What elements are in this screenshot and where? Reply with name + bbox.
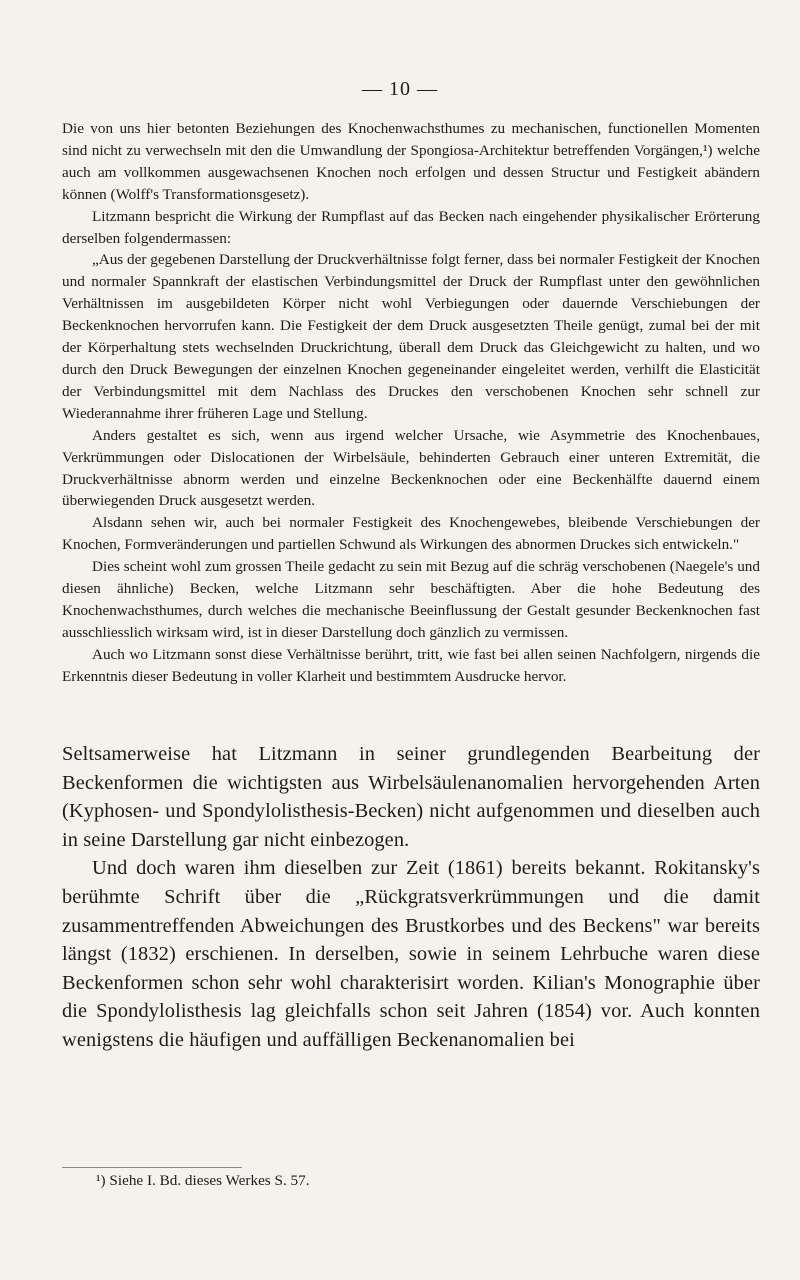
quotation-paragraph: Alsdann sehen wir, auch bei normaler Festigkeit des Knochengewebes, bleibende Verschiebungen der Knochen, Formveränderungen und partiellen Schwund als Wirkungen des abnormen Druckes sich entwickeln." (62, 514, 760, 554)
paragraph: Seltsamerweise hat Litzmann in seiner grundlegenden Bearbeitung der Beckenformen die wichtigsten aus Wirbelsäulenanomalien hervorgehenden Arten (Kyphosen- und Spondylolisthesis-Becken) nicht aufgenommen und dieselben auch in seine Darstellung gar nicht einbezogen. (62, 743, 760, 851)
quotation-paragraph: Anders gestaltet es sich, wenn aus irgend welcher Ursache, wie Asymmetrie des Knochenbaues, Verkrümmungen oder Dislocationen der Wirbelsäule, behinderten Gebrauch einer unteren Extremität, die Druckverhältnisse abnorm werden und einzelne Beckenknochen oder eine Beckenhälfte dauernd einem überwiegenden Druck ausgesetzt werden. (62, 426, 760, 510)
large-body-text (62, 740, 760, 1055)
footnote: ¹) Siehe I. Bd. dieses Werkes S. 57. (96, 1172, 310, 1189)
paragraph: Dies scheint wohl zum grossen Theile gedacht zu sein mit Bezug auf die schräg verschobenen (Naegele's und diesen ähnliche) Becken, welche Litzmann sehr beschäftigten. Aber die hohe Bedeutung des Knochenwachsthumes, durch welches die mechanische Beeinflussung der Gestalt gesunder Beckenknochen fast ausschliesslich wirksam wird, ist in dieser Darstellung doch gänzlich zu vermissen. (62, 558, 760, 641)
page-number: — 10 — (362, 78, 438, 100)
paragraph: Die von uns hier betonten Beziehungen des Knochenwachsthumes zu mechanischen, functionellen Momenten sind nicht zu verwechseln mit den die Umwandlung der Spongiosa-Architektur betreffenden Vorgängen,¹) welche auch am vollkommen ausgewachsenen Knochen noch erfolgen und dessen Structur und Festigkeit abändern können (Wolff's Transformationsgesetz). (62, 120, 760, 203)
quotation-paragraph: „Aus der gegebenen Darstellung der Druckverhältnisse folgt ferner, dass bei normaler Festigkeit der Knochen und normaler Spannkraft der elastischen Verbindungsmittel der Druck der Rumpflast unter den gewöhnlichen Verhältnissen im ausgebildeten Körper nicht wohl Verbiegungen oder dauernde Verschiebungen der Beckenknochen hervorrufen kann. Die Festigkeit der dem Druck ausgesetzten Theile genügt, zumal bei der mit der Körperhaltung stets wechselnden Druckrichtung, überall dem Druck das Gleichgewicht zu halten, und wo durch den Druck Bewegungen der einzelnen Knochen gegeneinander eingeleitet werden, verhilft die Elasticität der Verbindungsmittel mit dem Nachlass des Druckes den verschobenen Knochen sehr schnell zur Wiederannahme ihrer früheren Lage und Stellung. (62, 251, 760, 422)
paragraph: Litzmann bespricht die Wirkung der Rumpflast auf das Becken nach eingehender physikalischer Erörterung derselben folgendermassen: (62, 207, 760, 247)
paragraph: Auch wo Litzmann sonst diese Verhältnisse berührt, tritt, wie fast bei allen seinen Nachfolgern, nirgends die Erkenntnis dieser Bedeutung in voller Klarheit und bestimmtem Ausdrucke hervor. (62, 645, 760, 685)
footnote-divider (62, 1167, 242, 1168)
body-text (62, 118, 760, 688)
paragraph: Und doch waren ihm dieselben zur Zeit (1861) bereits bekannt. Rokitansky's berühmte Schrift über die „Rückgratsverkrümmungen und die damit zusammentreffenden Abweichungen des Brustkorbes und des Beckens" war bereits längst (1832) erschienen. In derselben, sowie in seinem Lehrbuche waren diese Beckenformen schon sehr wohl charakterisirt worden. Kilian's Monographie über die Spondylolisthesis lag gleichfalls schon seit Jahren (1854) vor. Auch konnten wenigstens die häufigen und auffälligen Beckenanomalien bei (62, 857, 760, 1051)
